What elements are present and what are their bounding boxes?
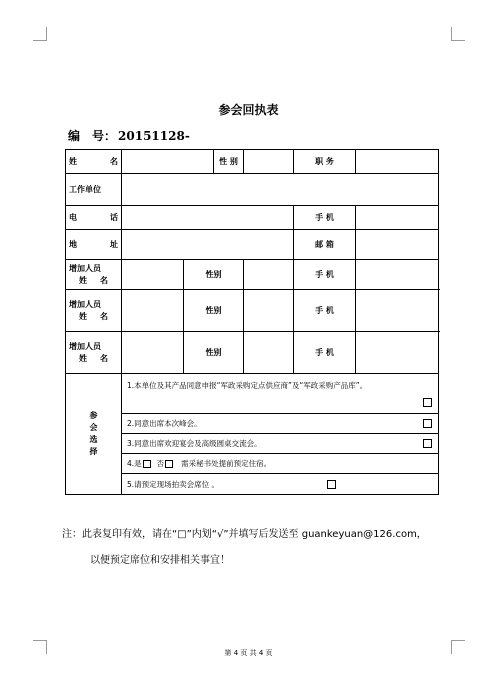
crop-mark — [451, 640, 465, 641]
extra-name-field[interactable] — [122, 260, 184, 290]
option-no-text: 否 — [156, 459, 164, 468]
option-item — [122, 374, 438, 414]
option-text: 1.本单位及其产品同意申报“军政采购定点供应商”及“军政采购产品库”。 — [127, 381, 368, 390]
checkbox[interactable] — [423, 439, 432, 448]
extra-mobile-field[interactable] — [356, 332, 439, 374]
option-item — [122, 414, 438, 434]
note — [62, 527, 462, 569]
postcode-label: 邮 箱 — [294, 230, 356, 260]
phone-field[interactable] — [122, 206, 294, 230]
extra-person-label: 增加人员 姓 名 — [66, 260, 122, 290]
postcode-field[interactable] — [356, 230, 439, 260]
page-footer: 第 4 页 共 4 页 — [224, 649, 273, 657]
extra-name-field[interactable] — [122, 332, 184, 374]
table-row — [66, 260, 439, 290]
crop-mark — [451, 40, 465, 41]
extra-gender-label: 性别 — [184, 290, 244, 332]
note-prefix: 注： — [62, 529, 82, 540]
serial-label: 编 号： — [68, 129, 117, 143]
extra-person-label: 增加人员 姓 名 — [66, 332, 122, 374]
position-field[interactable] — [356, 150, 439, 174]
option-text: 4.是 — [127, 459, 142, 468]
option-text: 需采秘书处提前预定住宿。 — [181, 459, 272, 468]
extra-mobile-field[interactable] — [356, 260, 439, 290]
mobile-field[interactable] — [356, 206, 439, 230]
table-row — [66, 374, 439, 495]
option-item — [122, 454, 438, 474]
checkbox-no[interactable] — [165, 460, 173, 468]
checkbox[interactable] — [423, 398, 432, 407]
phone-label: 电 话 — [66, 206, 122, 230]
table-row — [66, 174, 439, 206]
checkbox[interactable] — [327, 480, 336, 489]
extra-mobile-label: 手 机 — [294, 290, 356, 332]
mobile-label: 手 机 — [294, 206, 356, 230]
serial-value: 20151128- — [118, 129, 190, 143]
option-text: 5.请预定现场拍卖会席位 。 — [127, 479, 220, 489]
option-item — [122, 434, 438, 454]
extra-mobile-label: 手 机 — [294, 260, 356, 290]
table-row — [66, 332, 439, 374]
options-label: 参 会 选 择 — [66, 374, 122, 495]
note-line1: 此表复印有效，请在“□”内划“√”并填写后发送至 guankeyuan@126.com， — [82, 529, 427, 540]
address-label: 地 址 — [66, 230, 122, 260]
serial-number — [68, 127, 190, 144]
registration-form — [65, 149, 439, 495]
options-cell — [122, 374, 439, 495]
table-row — [66, 230, 439, 260]
note-line2: 以便预定席位和安排相关事宜！ — [90, 555, 230, 566]
extra-gender-field[interactable] — [244, 332, 294, 374]
name-label: 姓 名 — [66, 150, 122, 174]
crop-mark — [33, 640, 47, 641]
checkbox[interactable] — [423, 419, 432, 428]
name-field[interactable] — [122, 150, 214, 174]
extra-mobile-label: 手 机 — [294, 332, 356, 374]
extra-gender-field[interactable] — [244, 290, 294, 332]
table-row — [66, 206, 439, 230]
option-text: 2.同意出席本次峰会。 — [127, 419, 202, 428]
gender-field[interactable] — [244, 150, 294, 174]
extra-gender-label: 性别 — [184, 332, 244, 374]
checkbox-yes[interactable] — [143, 460, 151, 468]
table-row — [66, 150, 439, 174]
crop-mark — [451, 27, 452, 41]
work-unit-field[interactable] — [122, 174, 439, 206]
extra-mobile-field[interactable] — [356, 290, 439, 332]
table-row — [66, 290, 439, 332]
position-label: 职 务 — [294, 150, 356, 174]
extra-name-field[interactable] — [122, 290, 184, 332]
extra-person-label: 增加人员 姓 名 — [66, 290, 122, 332]
extra-gender-field[interactable] — [244, 260, 294, 290]
crop-mark — [46, 27, 47, 41]
address-field[interactable] — [122, 230, 294, 260]
crop-mark — [33, 40, 47, 41]
page-title: 参会回执表 — [218, 103, 279, 117]
work-unit-label: 工作单位 — [66, 174, 122, 206]
extra-gender-label: 性别 — [184, 260, 244, 290]
gender-label: 性 别 — [214, 150, 244, 174]
option-item — [122, 474, 438, 494]
option-text: 3.同意出席欢迎宴会及高级圆桌交流会。 — [127, 439, 262, 448]
